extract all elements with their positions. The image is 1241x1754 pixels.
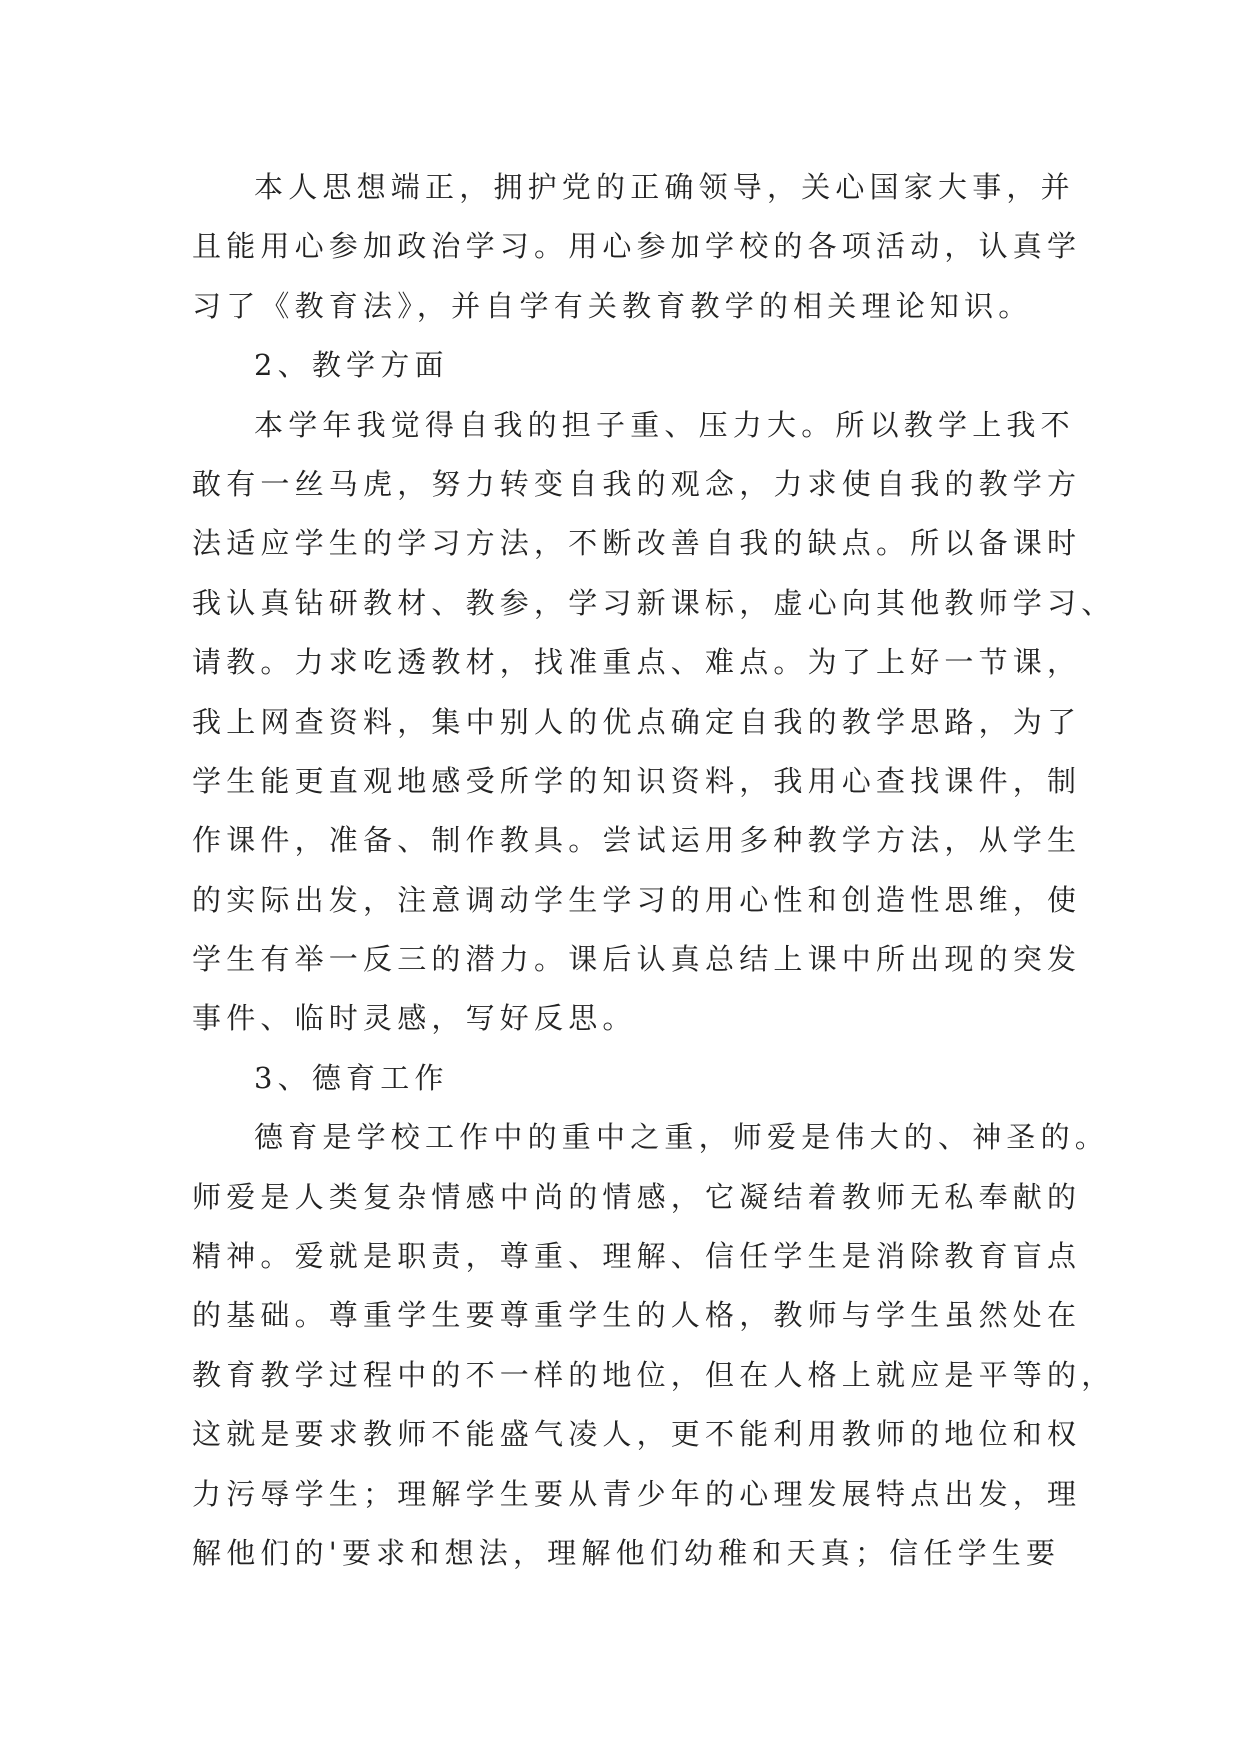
document-body [192,158,1116,1583]
section-heading-moral-education: 3、德育工作 [254,1060,449,1095]
paragraph-line: 请教。力求吃透教材，找准重点、难点。为了上好一节课， [192,645,1082,680]
paragraph-line: 本人思想端正，拥护党的正确领导，关心国家大事，并 [254,170,1075,204]
paragraph-line: 教育教学过程中的不一样的地位，但在人格上就应是平等的， [192,1357,1116,1392]
paragraph-line: 我上网查资料，集中别人的优点确定自我的教学思路，为了 [192,704,1082,739]
paragraph-line: 作课件，准备、制作教具。尝试运用多种教学方法，从学生 [192,823,1082,858]
paragraph-line: 精神。爱就是职责，尊重、理解、信任学生是消除教育盲点 [192,1239,1082,1274]
section-heading-teaching: 2、教学方面 [254,348,449,383]
paragraph-line: 法适应学生的学习方法，不断改善自我的缺点。所以备课时 [192,526,1082,561]
paragraph-line: 本学年我觉得自我的担子重、压力大。所以教学上我不 [254,407,1075,442]
paragraph-line: 这就是要求教师不能盛气凌人，更不能利用教师的地位和权 [192,1417,1082,1452]
paragraph-line: 解他们的'要求和想法，理解他们幼稚和天真；信任学生要 [192,1535,1061,1570]
paragraph-line: 学生有举一反三的潜力。课后认真总结上课中所出现的突发 [192,942,1082,977]
paragraph-line: 的实际出发，注意调动学生学习的用心性和创造性思维，使 [192,882,1082,917]
paragraph-line: 且能用心参加政治学习。用心参加学校的各项活动，认真学 [192,229,1082,264]
paragraph-line: 师爱是人类复杂情感中尚的情感，它凝结着教师无私奉献的 [192,1179,1082,1214]
paragraph-line: 我认真钻研教材、教参，学习新课标，虚心向其他教师学习、 [192,585,1116,620]
paragraph-line: 事件、临时灵感，写好反思。 [192,1001,637,1036]
paragraph-line: 力污辱学生；理解学生要从青少年的心理发展特点出发，理 [192,1476,1082,1511]
paragraph-line: 的基础。尊重学生要尊重学生的人格，教师与学生虽然处在 [192,1298,1082,1333]
paragraph-line: 习了《教育法》，并自学有关教育教学的相关理论知识。 [192,288,1033,323]
paragraph-line: 敢有一丝马虎，努力转变自我的观念，力求使自我的教学方 [192,466,1082,501]
paragraph-line: 学生能更直观地感受所学的知识资料，我用心查找课件，制 [192,763,1082,798]
paragraph-line: 德育是学校工作中的重中之重，师爱是伟大的、神圣的。 [254,1120,1110,1155]
